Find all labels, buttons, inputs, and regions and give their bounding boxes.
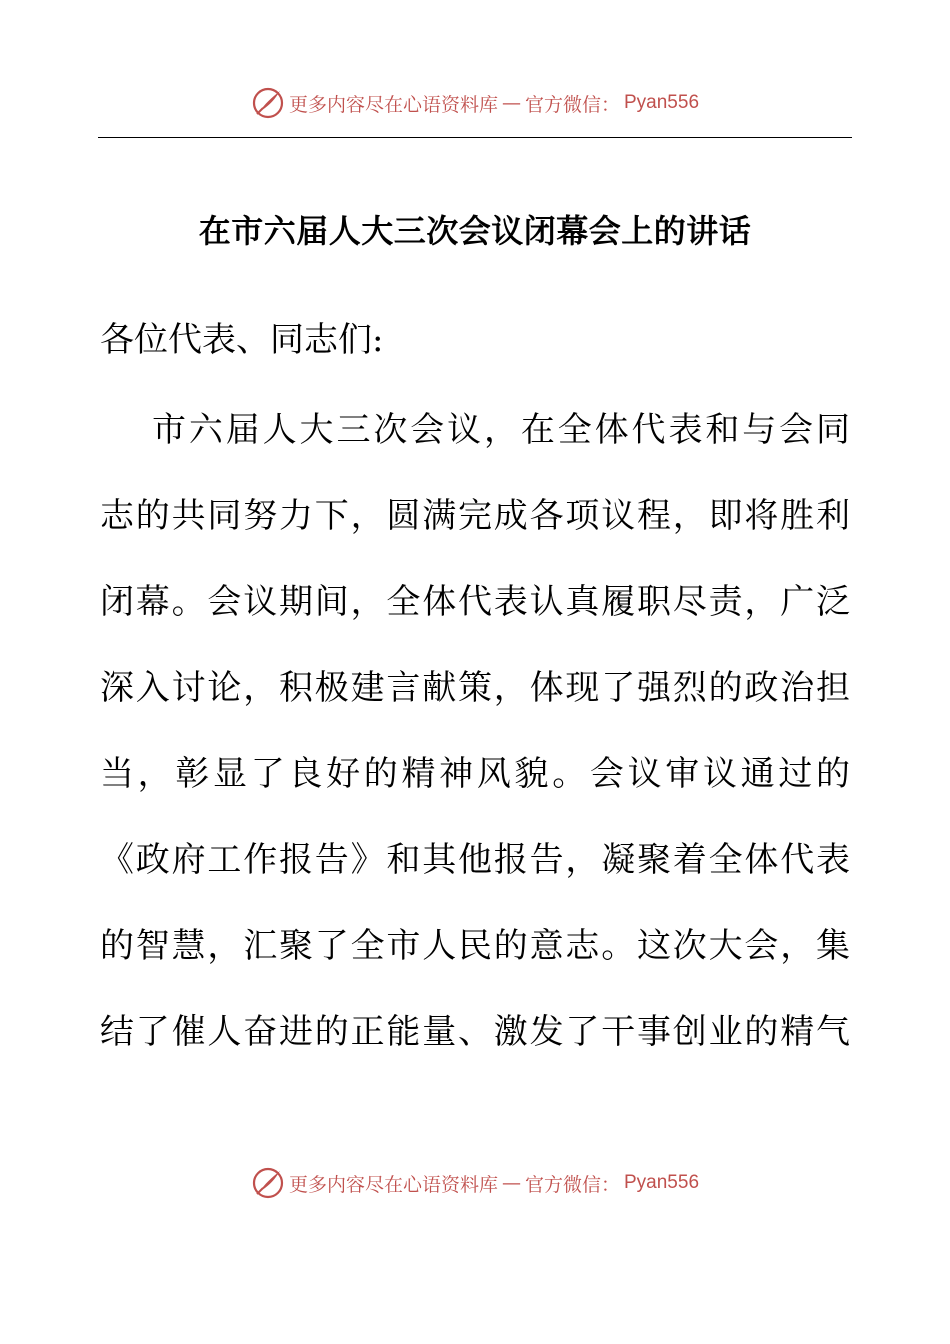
watermark-official-label: 官方微信： xyxy=(524,93,620,116)
document-title: 在市六届人大三次会议闭幕会上的讲话 xyxy=(198,212,752,250)
header-divider xyxy=(98,137,852,138)
quill-pen-logo-icon xyxy=(251,86,285,120)
body-line: 结了催人奋进的正能量、激发了干事创业的精气 xyxy=(100,1012,850,1052)
watermark-site-text: 更多内容尽在心语资料库 xyxy=(288,93,498,116)
watermark-footer xyxy=(0,1163,950,1203)
body-line: 市六届人大三次会议，在全体代表和与会同 xyxy=(152,410,850,450)
salutation: 各位代表、同志们: xyxy=(100,320,384,360)
watermark-dash: — xyxy=(501,1172,521,1194)
body-line: 的智慧，汇聚了全市人民的意志。这次大会，集 xyxy=(100,926,850,966)
watermark-official-label: 官方微信： xyxy=(524,1173,620,1196)
watermark-wechat-id: Pyan556 xyxy=(624,92,700,113)
body-paragraph xyxy=(100,404,850,1092)
watermark-site-text: 更多内容尽在心语资料库 xyxy=(288,1173,498,1196)
body-line: 当，彰显了良好的精神风貌。会议审议通过的 xyxy=(100,754,850,794)
body-line: 闭幕。会议期间，全体代表认真履职尽责，广泛 xyxy=(100,582,850,622)
quill-pen-logo-icon xyxy=(251,1166,285,1200)
watermark-wechat-id: Pyan556 xyxy=(624,1172,700,1193)
watermark-dash: — xyxy=(501,92,521,114)
watermark-header xyxy=(0,83,950,123)
body-line: 《政府工作报告》和其他报告，凝聚着全体代表 xyxy=(100,840,850,880)
body-line: 深入讨论，积极建言献策，体现了强烈的政治担 xyxy=(100,668,850,708)
body-line: 志的共同努力下，圆满完成各项议程，即将胜利 xyxy=(100,496,850,536)
